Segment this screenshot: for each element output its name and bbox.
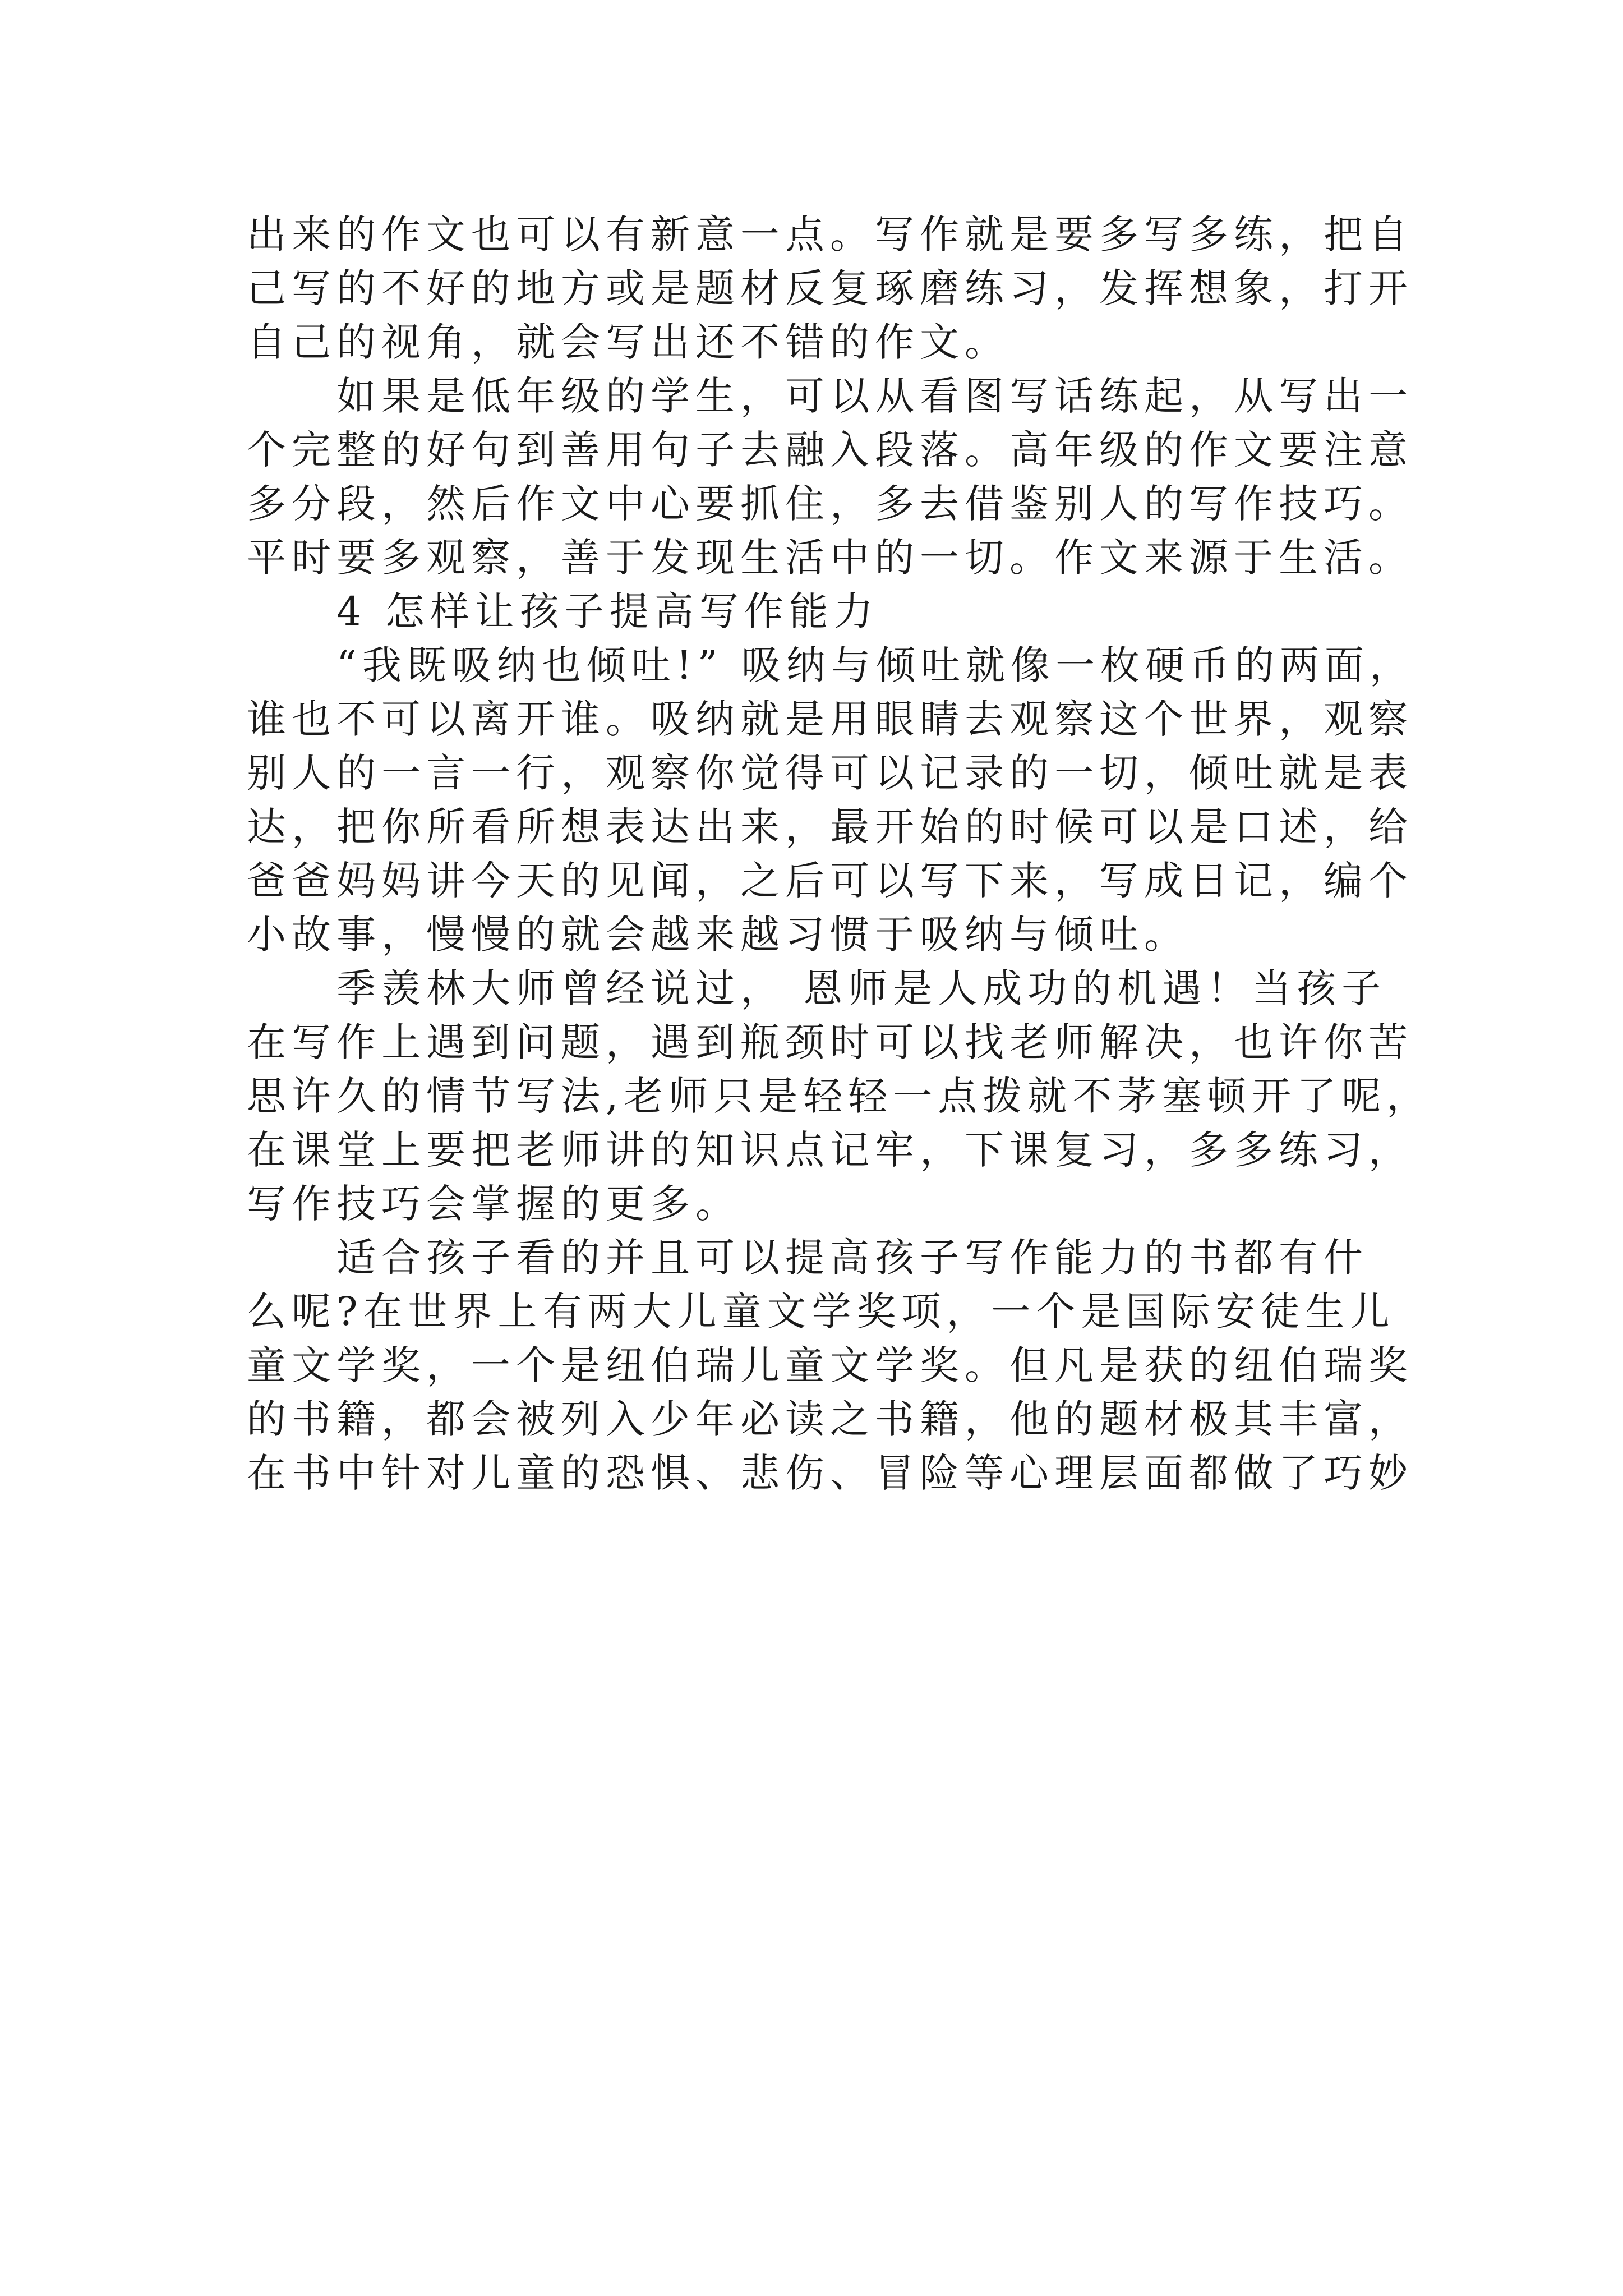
text-line: 么呢?在世界上有两大儿童文学奖项，一个是国际安徒生儿: [247, 1289, 1395, 1335]
text-line: 多分段，然后作文中心要抓住，多去借鉴别人的写作技巧。: [247, 481, 1413, 527]
text-line: 出来的作文也可以有新意一点。写作就是要多写多练，把自: [247, 211, 1413, 257]
text-line: 别人的一言一行，观察你觉得可以记录的一切，倾吐就是表: [247, 750, 1413, 796]
text-line: 的书籍，都会被列入少年必读之书籍，他的题材极其丰富，: [247, 1396, 1413, 1442]
text-line: 己写的不好的地方或是题材反复琢磨练习，发挥想象，打开: [247, 265, 1413, 311]
text-line: 适合孩子看的并且可以提高孩子写作能力的书都有什: [247, 1235, 1368, 1281]
section-heading: 4 怎样让孩子提高写作能力: [247, 588, 879, 634]
text-line: 童文学奖，一个是纽伯瑞儿童文学奖。但凡是获的纽伯瑞奖: [247, 1342, 1413, 1388]
text-line: 在书中针对儿童的恐惧、悲伤、冒险等心理层面都做了巧妙: [247, 1450, 1413, 1496]
text-line: 爸爸妈妈讲今天的见闻，之后可以写下来，写成日记，编个: [247, 858, 1413, 904]
text-line: 在课堂上要把老师讲的知识点记牢，下课复习，多多练习，: [247, 1127, 1413, 1173]
text-line: “我既吸纳也倾吐!” 吸纳与倾吐就像一枚硬币的两面，: [247, 642, 1414, 688]
body-text: [247, 208, 1432, 1500]
text-line: 在写作上遇到问题，遇到瓶颈时可以找老师解决，也许你苦: [247, 1019, 1413, 1065]
text-line: 个完整的好句到善用句子去融入段落。高年级的作文要注意: [247, 427, 1413, 473]
text-line: 季羡林大师曾经说过， 恩师是人成功的机遇！当孩子: [247, 965, 1387, 1011]
text-line: 写作技巧会掌握的更多。: [247, 1181, 740, 1227]
text-line: 平时要多观察，善于发现生活中的一切。作文来源于生活。: [247, 535, 1413, 581]
text-line: 达，把你所看所想表达出来，最开始的时候可以是口述，给: [247, 804, 1413, 850]
text-line: 谁也不可以离开谁。吸纳就是用眼睛去观察这个世界，观察: [247, 696, 1413, 742]
text-line: 如果是低年级的学生，可以从看图写话练起，从写出一: [247, 373, 1413, 419]
text-line: 思许久的情节写法,老师只是轻轻一点拨就不茅塞顿开了呢，: [247, 1073, 1432, 1119]
text-line: 自己的视角，就会写出还不错的作文。: [247, 319, 1009, 365]
text-line: 小故事，慢慢的就会越来越习惯于吸纳与倾吐。: [247, 912, 1189, 958]
